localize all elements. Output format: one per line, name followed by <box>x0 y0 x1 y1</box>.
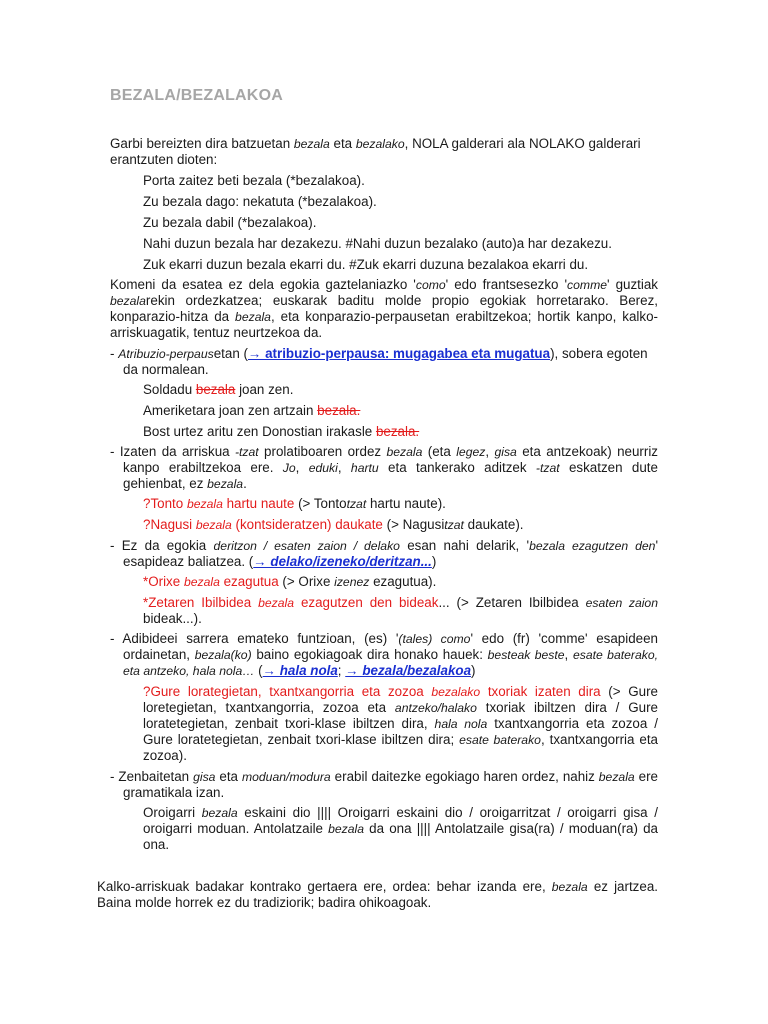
example-line: Zu bezala dago: nekatuta (*bezalakoa). <box>143 194 377 209</box>
example-line: Porta zaitez beti bezala (*bezalakoa). <box>143 173 365 188</box>
page-title: BEZALA/BEZALAKOA <box>110 87 283 104</box>
section-tzat: - Izaten da arriskua -tzat prolatiboaren ordez bezala (eta legez, gisa eta antzekoak) neurriz kanpo erabiltzekoa ere. Jo, eduki, hartu eta tankerako aditzek -tzat eskatzen dute gehienbat, ez bezala. <box>110 444 659 491</box>
example-line: ?Nagusi bezala (kontsideratzen) daukate (> Nagusitzat daukate). <box>143 517 524 532</box>
final-paragraph: Kalko-arriskuak badakar kontrako gertaera ere, ordea: behar izanda ere, bezala ez jartzea. Baina molde horrek ez du tradiziorik; badira ohikoagoak. <box>97 879 658 910</box>
section-adibideak: - Adibideei sarrera emateko funtzioan, (es) '(tales) como' edo (fr) 'comme' esapideen ordainetan, bezala(ko) baino egokiagoak dira honako hauek: besteak beste, esate baterako, eta antzeko, hala nola… (→ hala nola; → bezala/bezalakoa) <box>110 631 658 678</box>
example-paragraph: ?Gure lorategietan, txantxangorria eta zozoa bezalako txoriak izaten dira (> Gure loretegietan, txantxangorria, zozoa eta antzeko/halako txoriak ibiltzen dira / Gure loratetegietan, zenbait txori-klase ibiltzen dira, hala nola txantxangorria eta zozoa / Gure loratetegietan, zenbait txori-klase ibiltzen dira; esate baterako, txantxangorria eta zozoa). <box>143 684 658 763</box>
example-line: Soldadu bezala joan zen. <box>143 382 294 397</box>
link-delako-izeneko-deritzan[interactable]: → delako/izeneko/deritzan... <box>253 554 432 569</box>
section-atribuzio: - Atribuzio-perpausetan (→ atribuzio-perpausa: mugagabea eta mugatua), sobera egoten da normalean. <box>110 346 648 377</box>
section-deritzon: - Ez da egokia deritzon / esaten zaion / delako esan nahi delarik, 'bezala ezagutzen den' esapideaz baliatzea. (→ delako/izeneko/deritzan...) <box>110 538 659 569</box>
example-paragraph: Oroigarri bezala eskaini dio |||| Oroigarri eskaini dio / oroigarritzat / oroigarri gisa / oroigarri moduan. Antolatzaile bezala da ona |||| Antolatzaile gisa(ra) / moduan(ra) da ona. <box>143 805 658 852</box>
example-line: ?Tonto bezala hartu naute (> Tontotzat hartu naute). <box>143 496 446 511</box>
example-line: Bost urtez aritu zen Donostian irakasle bezala. <box>143 424 420 439</box>
intro-paragraph: Garbi bereizten dira batzuetan bezala eta bezalako, NOLA galderari ala NOLAKO galderari erantzuten dioten: <box>110 136 641 167</box>
example-line: Zuk ekarri duzun bezala ekarri du. #Zuk ekarri duzuna bezalakoa ekarri du. <box>143 257 589 272</box>
example-line: Zu bezala dabil (*bezalakoa). <box>143 215 317 230</box>
example-line: Ameriketara joan zen artzain bezala. <box>143 403 361 418</box>
example-line: *Zetaren Ibilbidea bezala ezagutzen den bideak... (> Zetaren Ibilbidea esaten zaion bideak...). <box>143 595 658 626</box>
section-gisa-moduan: - Zenbaitetan gisa eta moduan/modura erabil daitezke egokiago haren ordez, nahiz bezala ere gramatikala izan. <box>110 769 658 800</box>
komeni-paragraph: Komeni da esatea ez dela egokia gaztelaniazko 'como' edo frantsesezko 'comme' guztiak bezalarekin ordezkatzea; euskarak baditu molde propio egokiak horretarako. Berez, konparazio-hitza da bezala, eta konparazio-perpausetan erabiltzekoa; hortik kanpo, kalko-arriskuagatik, tentuz neurtzekoa da. <box>110 277 658 340</box>
example-line: *Orixe bezala ezagutua (> Orixe izenez ezagutua). <box>143 574 437 589</box>
link-atribuzio-perpausa[interactable]: → atribuzio-perpausa: mugagabea eta mugatua <box>247 346 551 361</box>
link-bezala-bezalakoa[interactable]: → bezala/bezalakoa <box>345 663 472 678</box>
link-hala-nola[interactable]: → hala nola <box>262 663 338 678</box>
example-line: Nahi duzun bezala har dezakezu. #Nahi duzun bezalako (auto)a har dezakezu. <box>143 236 612 251</box>
